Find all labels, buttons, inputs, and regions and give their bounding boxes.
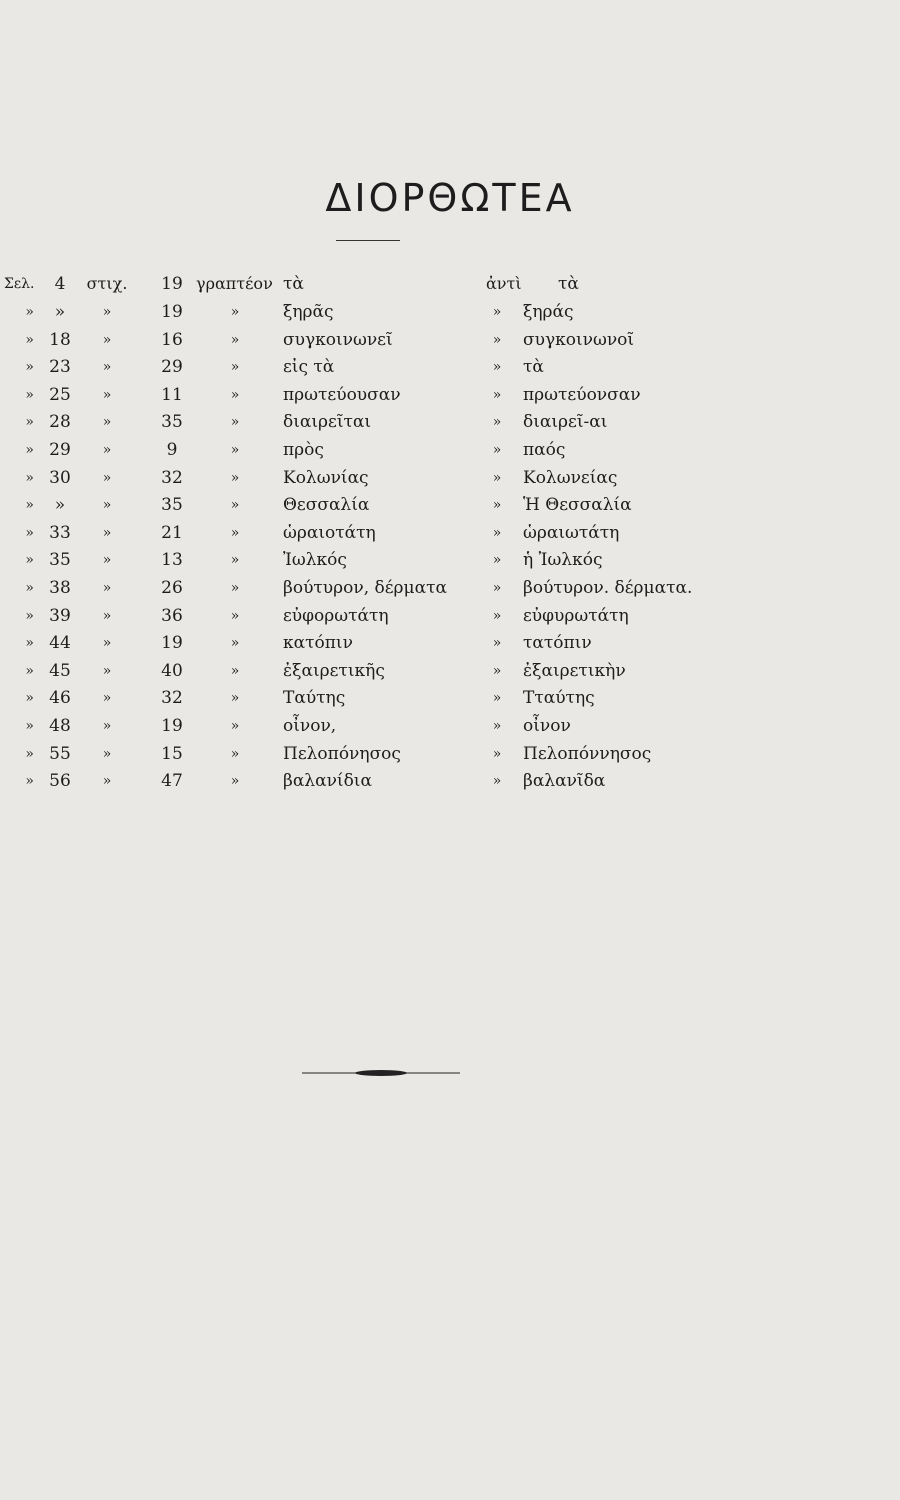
ditto-mark: » <box>25 524 34 541</box>
table-row <box>0 326 900 354</box>
page-number: 45 <box>49 660 71 681</box>
line-number: 19 <box>161 716 183 736</box>
page-number: 35 <box>49 550 71 571</box>
ditto-mark: » <box>102 690 112 707</box>
ornament-divider <box>302 1068 460 1078</box>
table-row <box>0 629 900 657</box>
correct-reading: συγκοινωνεῖ <box>283 329 393 350</box>
table-row <box>0 464 900 492</box>
wrong-reading: παός <box>523 440 566 460</box>
wrong-reading: τὰ <box>558 274 579 294</box>
table-row <box>0 519 900 547</box>
ditto-mark: » <box>492 386 502 403</box>
ditto-mark: » <box>102 635 112 652</box>
page-number: 33 <box>49 522 71 543</box>
correct-reading: Πελοπόνησος <box>283 743 401 764</box>
ditto-mark: » <box>102 386 112 403</box>
ditto-mark: » <box>25 718 34 734</box>
ditto-mark: » <box>102 304 112 320</box>
ditto-mark: » <box>230 524 240 541</box>
line-number: 35 <box>161 495 183 516</box>
ditto-mark: » <box>102 359 112 376</box>
page-number: 28 <box>49 412 71 433</box>
write-label: γραπτέον <box>196 274 273 293</box>
wrong-reading: διαιρεῖ-αι <box>523 412 608 433</box>
ditto-mark: » <box>492 773 502 790</box>
correct-reading: πρωτεύουσαν <box>283 384 401 405</box>
page-number: 23 <box>49 357 71 378</box>
ditto-mark: » <box>230 580 240 596</box>
table-row <box>0 574 900 602</box>
ditto-mark: » <box>25 386 34 403</box>
ditto-mark: » <box>492 635 502 652</box>
correct-reading: Ταύτης <box>283 688 346 709</box>
wrong-reading: βούτυρον. δέρματα. <box>523 578 693 598</box>
page-title: ΔΙΟΡΘΩΤΕΑ <box>325 176 575 220</box>
header-row <box>0 270 900 298</box>
ditto-mark: » <box>230 414 240 431</box>
ditto-mark: » <box>492 524 502 541</box>
line-number: 26 <box>161 578 183 598</box>
ditto-mark: » <box>25 607 34 624</box>
ditto-mark: » <box>25 497 34 514</box>
ditto-mark: » <box>230 745 240 762</box>
line-number: 32 <box>161 688 183 709</box>
wrong-reading: βαλανῖδα <box>523 771 606 792</box>
page-number: 38 <box>49 578 71 598</box>
table-row <box>0 740 900 768</box>
table-row <box>0 712 900 740</box>
ditto-mark: » <box>102 442 112 458</box>
ditto-mark: » <box>25 662 34 679</box>
line-number: 32 <box>161 467 183 488</box>
page-number: 48 <box>49 716 71 736</box>
table-row <box>0 408 900 436</box>
ditto-mark: » <box>102 607 112 624</box>
line-number: 21 <box>161 522 183 543</box>
ditto-mark: » <box>102 718 112 734</box>
ditto-mark: » <box>102 331 112 348</box>
page-number: 55 <box>49 743 71 764</box>
ditto-mark: » <box>230 773 240 790</box>
page-number: 46 <box>49 688 71 709</box>
page-number: 29 <box>49 440 71 460</box>
ditto-mark: » <box>492 442 502 458</box>
wrong-reading: εὐφυρωτάτη <box>523 605 629 626</box>
table-row <box>0 298 900 326</box>
wrong-reading: Πελοπόννησος <box>523 743 652 764</box>
ditto-mark: » <box>102 662 112 679</box>
ditto-mark: » <box>230 359 240 376</box>
page-number: 18 <box>49 329 71 350</box>
line-number: 16 <box>161 329 183 350</box>
ditto-mark: » <box>492 690 502 707</box>
ditto-mark: » <box>492 745 502 762</box>
page-number: 39 <box>49 605 71 626</box>
page-number: 25 <box>49 384 71 405</box>
line-label: στιχ. <box>86 274 128 293</box>
line-number: 47 <box>161 771 183 792</box>
ditto-mark: » <box>492 497 502 514</box>
instead-label: ἀντὶ <box>486 274 522 293</box>
ditto-mark: » <box>230 635 240 652</box>
ditto-mark: » <box>492 304 502 320</box>
correct-reading: Θεσσαλία <box>283 495 370 516</box>
ditto-mark: » <box>492 580 502 596</box>
line-number: 35 <box>161 412 183 433</box>
wrong-reading: τατόπιν <box>523 633 592 654</box>
ditto-mark: » <box>25 690 34 707</box>
wrong-reading: Ἡ Θεσσαλία <box>523 495 632 516</box>
ditto-mark: » <box>230 662 240 679</box>
ditto-mark: » <box>492 359 502 376</box>
page-number: » <box>54 302 66 322</box>
ditto-mark: » <box>102 497 112 514</box>
line-number: 11 <box>161 384 183 405</box>
ditto-mark: » <box>230 690 240 707</box>
line-number: 19 <box>161 302 183 322</box>
wrong-reading: οἶνον <box>523 716 571 736</box>
ditto-mark: » <box>230 304 240 320</box>
wrong-reading: Κολωνείας <box>523 467 618 488</box>
table-row <box>0 491 900 519</box>
table-row <box>0 657 900 685</box>
line-number: 19 <box>161 633 183 654</box>
correct-reading: ὡραιοτάτη <box>283 522 376 543</box>
title-divider <box>336 240 400 241</box>
correct-reading: βαλανίδια <box>283 771 372 792</box>
page-label: Σελ. <box>4 276 35 292</box>
ditto-mark: » <box>25 580 34 596</box>
ditto-mark: » <box>492 662 502 679</box>
ditto-mark: » <box>492 469 502 486</box>
line-number: 36 <box>161 605 183 626</box>
wrong-reading: ὡραιωτάτη <box>523 522 620 543</box>
page-number: 44 <box>49 633 71 654</box>
correct-reading: ξηρᾶς <box>283 302 334 322</box>
wrong-reading: τὰ <box>523 357 544 378</box>
ditto-mark: » <box>25 331 34 348</box>
correct-reading: ἐξαιρετικῆς <box>283 660 385 681</box>
ditto-mark: » <box>230 718 240 734</box>
ditto-mark: » <box>25 469 34 486</box>
line-number: 29 <box>161 357 183 378</box>
ditto-mark: » <box>230 497 240 514</box>
ditto-mark: » <box>102 773 112 790</box>
correct-reading: εἰς τὰ <box>283 357 335 378</box>
ditto-mark: » <box>102 414 112 431</box>
wrong-reading: ξηράς <box>523 302 574 322</box>
table-row <box>0 767 900 795</box>
line-number: 9 <box>166 440 178 460</box>
correct-reading: βούτυρον, δέρματα <box>283 578 447 598</box>
ditto-mark: » <box>25 359 34 376</box>
table-row <box>0 546 900 574</box>
page-number: 30 <box>49 467 71 488</box>
ditto-mark: » <box>102 524 112 541</box>
correct-reading: Κολωνίας <box>283 467 369 488</box>
wrong-reading: ἐξαιρετικὴν <box>523 660 626 681</box>
ditto-mark: » <box>25 745 34 762</box>
ditto-mark: » <box>492 552 502 569</box>
ditto-mark: » <box>230 386 240 403</box>
ditto-mark: » <box>230 607 240 624</box>
wrong-reading: συγκοινωνοῖ <box>523 329 635 350</box>
table-row <box>0 436 900 464</box>
ditto-mark: » <box>492 414 502 431</box>
correct-reading: διαιρεῖται <box>283 412 372 433</box>
ditto-mark: » <box>102 580 112 596</box>
correct-reading: εὐφορωτάτη <box>283 605 389 626</box>
table-row <box>0 684 900 712</box>
ditto-mark: » <box>25 773 34 790</box>
correct-reading: κατόπιν <box>283 633 353 654</box>
table-row <box>0 602 900 630</box>
ditto-mark: » <box>230 469 240 486</box>
ditto-mark: » <box>25 442 34 458</box>
wrong-reading: Τταύτης <box>523 688 595 709</box>
ditto-mark: » <box>230 331 240 348</box>
ditto-mark: » <box>25 635 34 652</box>
table-row <box>0 381 900 409</box>
correct-reading: πρὸς <box>283 440 324 460</box>
ditto-mark: » <box>230 552 240 569</box>
wrong-reading: πρωτεύονσαν <box>523 384 641 405</box>
page-number: 4 <box>54 274 66 294</box>
ditto-mark: » <box>102 745 112 762</box>
ditto-mark: » <box>230 442 240 458</box>
correct-reading: τὰ <box>283 274 304 294</box>
ditto-mark: » <box>102 469 112 486</box>
ditto-mark: » <box>102 552 112 569</box>
line-number: 19 <box>161 274 183 294</box>
ditto-mark: » <box>25 414 34 431</box>
ditto-mark: » <box>25 552 34 569</box>
ditto-mark: » <box>25 304 34 320</box>
correct-reading: Ἰωλκός <box>283 550 347 571</box>
ditto-mark: » <box>492 718 502 734</box>
page-number: » <box>54 495 66 516</box>
page-number: 56 <box>49 771 71 792</box>
correct-reading: οἶνον, <box>283 716 337 736</box>
line-number: 15 <box>161 743 183 764</box>
wrong-reading: ἡ Ἰωλκός <box>523 550 603 571</box>
line-number: 13 <box>161 550 183 571</box>
ditto-mark: » <box>492 331 502 348</box>
ditto-mark: » <box>492 607 502 624</box>
line-number: 40 <box>161 660 183 681</box>
table-row <box>0 353 900 381</box>
